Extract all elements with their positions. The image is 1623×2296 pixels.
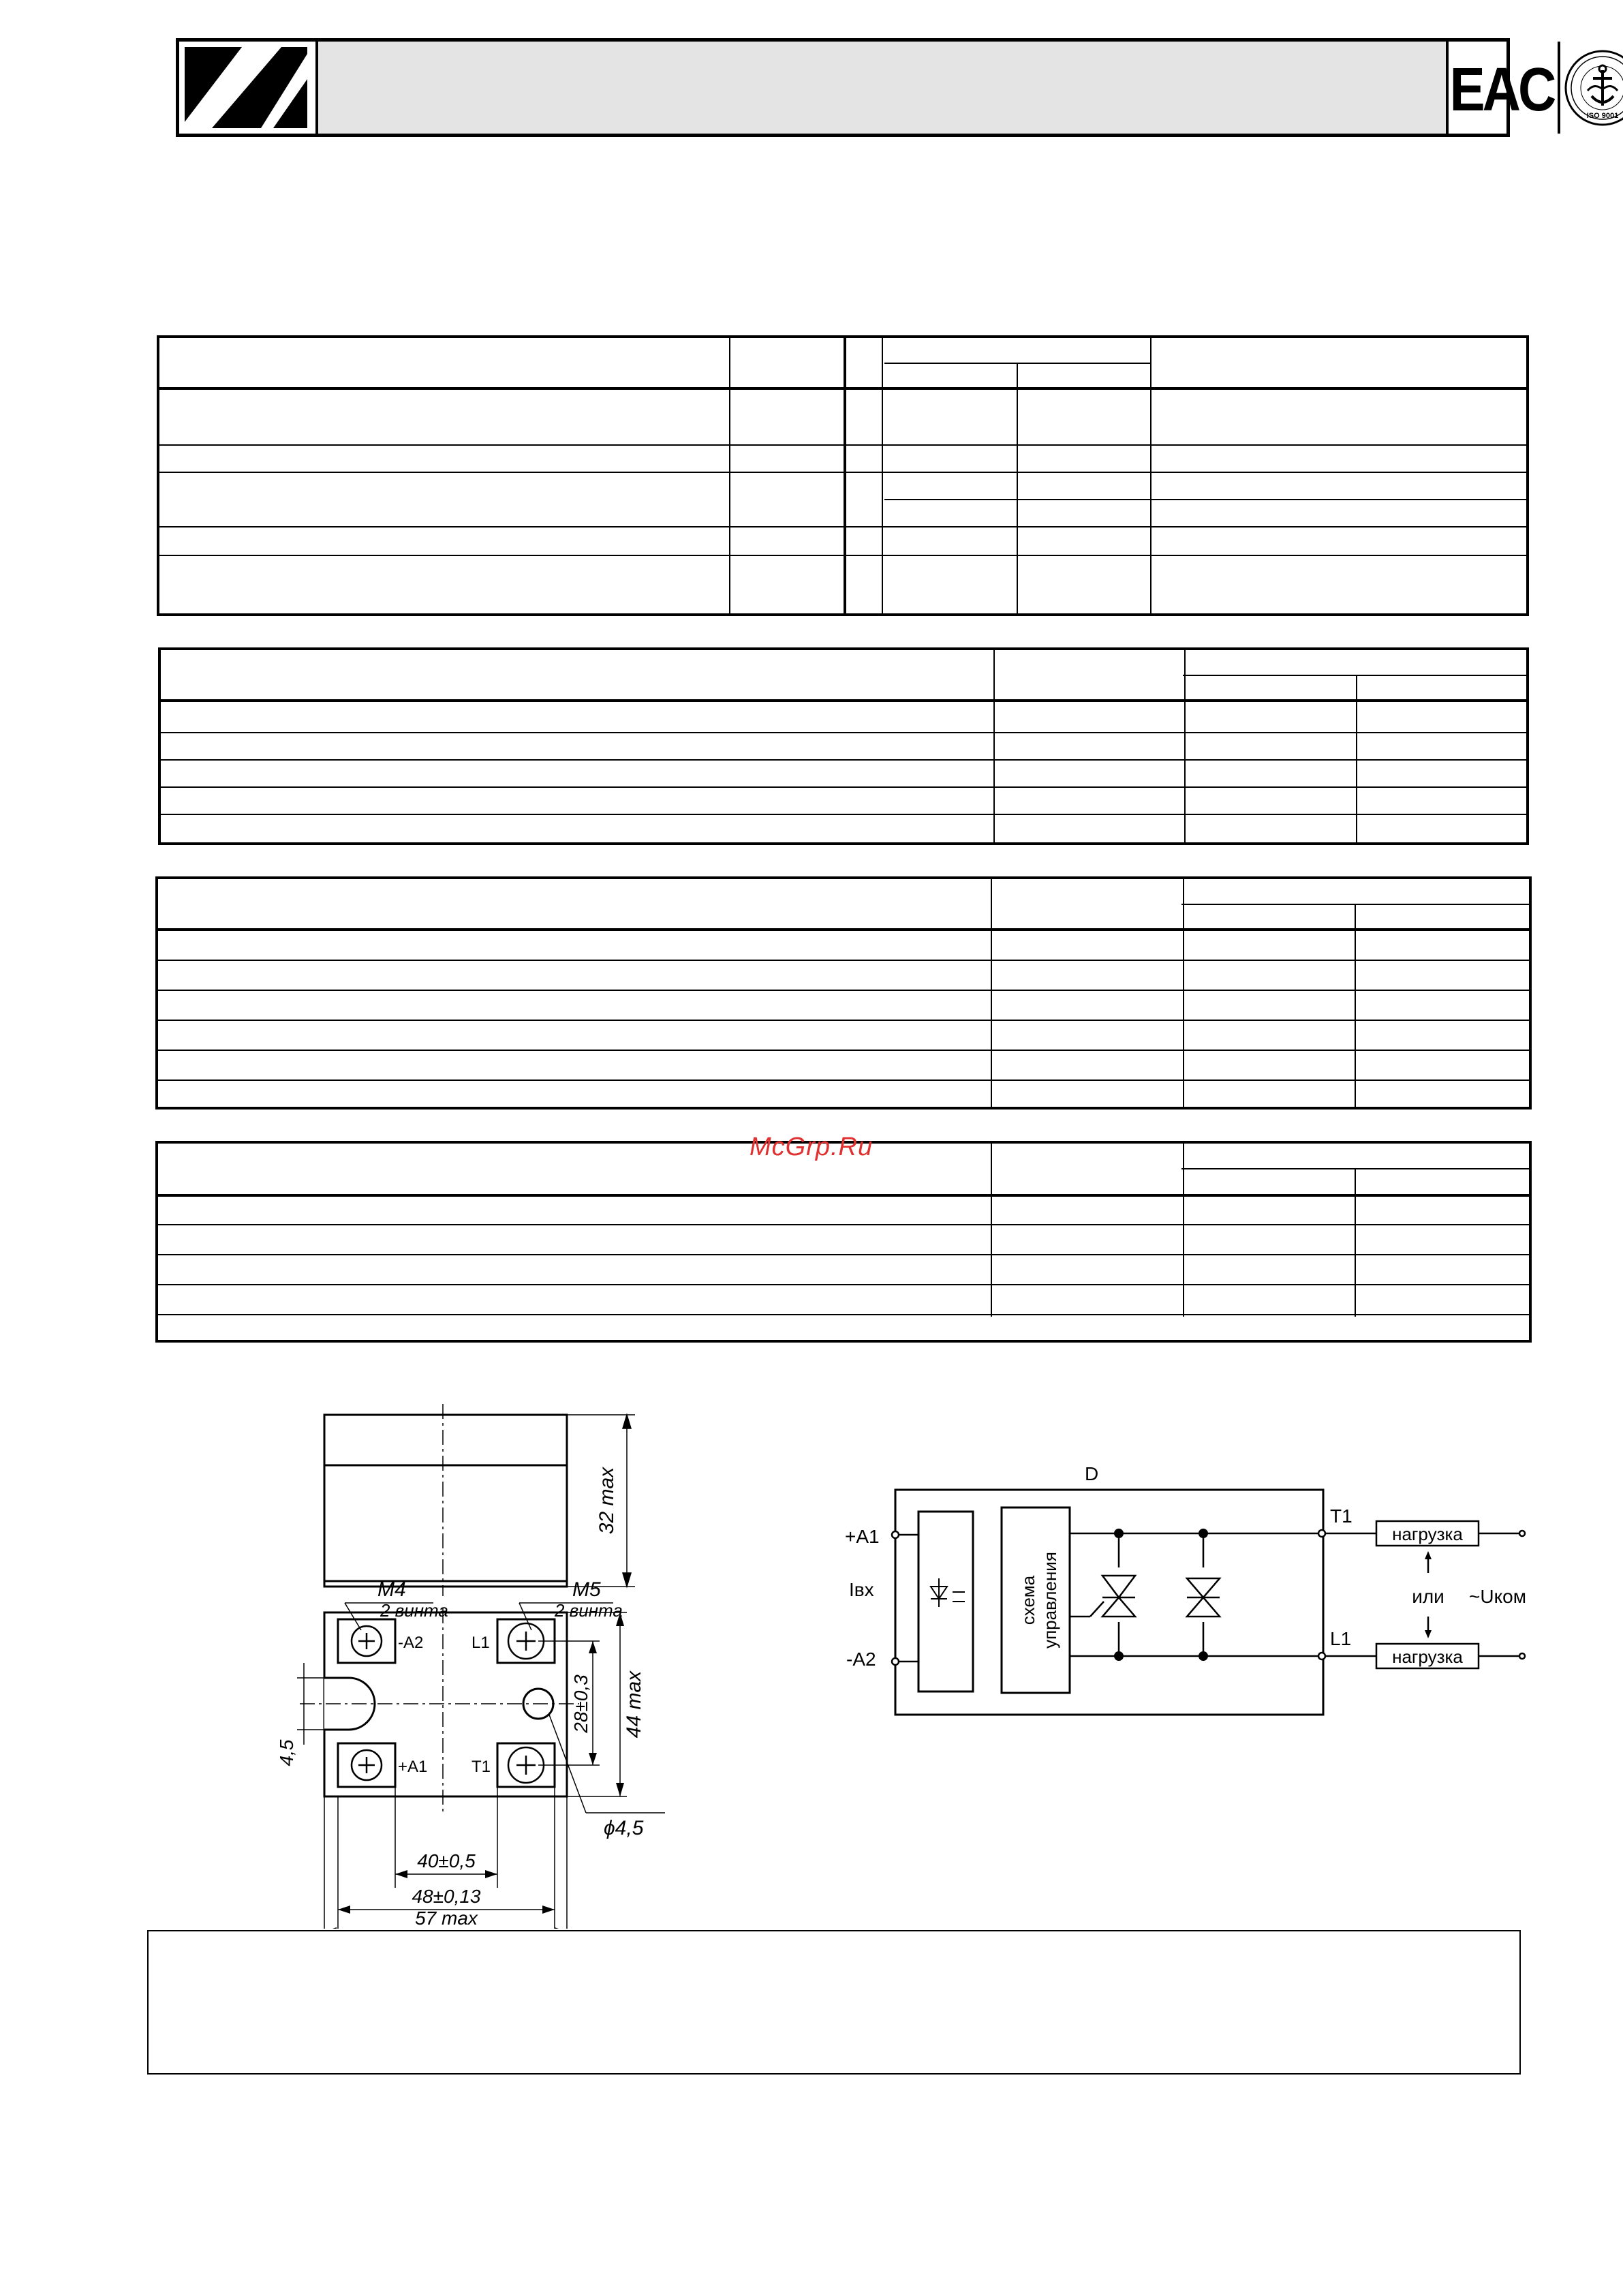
dim-slot-label: 4,5 xyxy=(276,1739,297,1766)
screw-right-count: 2 винта xyxy=(555,1600,623,1621)
logo-mark-icon xyxy=(179,42,313,134)
dim-hole-label: ϕ4,5 xyxy=(604,1817,644,1839)
screw-left-count: 2 винта xyxy=(380,1600,448,1621)
screw-right-label: M5 xyxy=(572,1578,601,1601)
load-top-label: нагрузка xyxy=(1392,1524,1463,1544)
dim-width-label: 44 max xyxy=(623,1670,645,1739)
parameters-table-1 xyxy=(157,335,846,616)
page-header xyxy=(176,38,1619,137)
eac-mark-text: EAC xyxy=(1449,55,1554,124)
parameters-table-3 xyxy=(155,876,1532,1109)
header-title-band xyxy=(318,42,1449,134)
iso-seal-text: ISO 9001 xyxy=(1586,112,1619,120)
dim-48-label: 48±0,13 xyxy=(412,1886,481,1907)
terminal-a1-label: +A1 xyxy=(398,1758,428,1776)
screw-left-label: M4 xyxy=(377,1578,406,1601)
supply-voltage-label: ~Uком xyxy=(1469,1586,1526,1607)
eac-mark xyxy=(1449,42,1560,134)
terminal-l1-label: L1 xyxy=(472,1634,490,1652)
iso-seal xyxy=(1560,42,1623,134)
terminal-a2-label: -A2 xyxy=(398,1634,424,1652)
terminal-l1-label: L1 xyxy=(1330,1628,1352,1649)
terminal-t1-label: T1 xyxy=(472,1758,491,1776)
mechanical-drawing xyxy=(273,1404,695,1929)
parameters-table-1-right xyxy=(844,335,1529,616)
circuit-diagram xyxy=(831,1458,1540,1731)
dim-40-label: 40±0,5 xyxy=(417,1850,476,1871)
input-minus-label: -A2 xyxy=(846,1649,876,1670)
control-block-line2: управления xyxy=(1040,1552,1060,1649)
parameters-table-4 xyxy=(155,1141,1532,1343)
or-label: или xyxy=(1412,1586,1444,1607)
dim-hole-spacing-label: 28±0,3 xyxy=(570,1674,591,1733)
parameters-table-2 xyxy=(158,647,1529,845)
dim-57-label: 57 max xyxy=(415,1908,478,1929)
control-block-line1: схема xyxy=(1018,1575,1038,1625)
iso-seal-icon xyxy=(1560,42,1623,134)
dim-height-label: 32 max xyxy=(596,1467,618,1535)
notes-box xyxy=(147,1930,1521,2075)
load-bottom-label: нагрузка xyxy=(1392,1647,1463,1667)
company-logo xyxy=(179,42,318,134)
input-plus-label: +A1 xyxy=(845,1526,880,1547)
watermark: McGrp.Ru xyxy=(749,1133,874,1161)
terminal-t1-label: T1 xyxy=(1330,1505,1352,1527)
device-label: D xyxy=(1085,1463,1099,1484)
input-current-label: Iвх xyxy=(849,1579,874,1600)
